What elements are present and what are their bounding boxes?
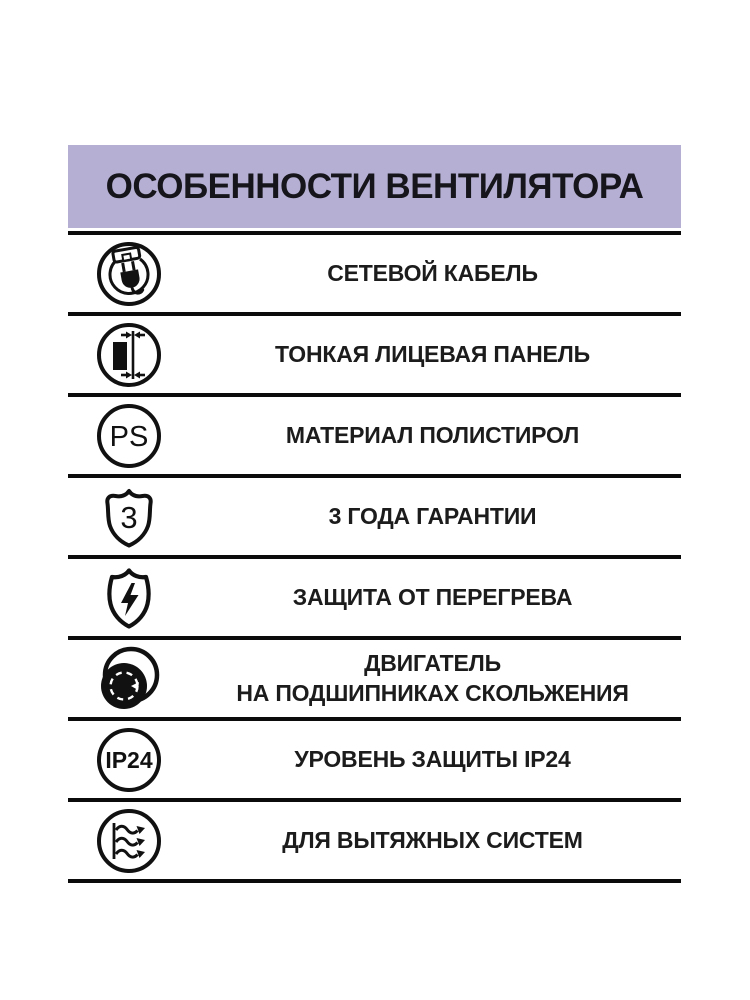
feature-label: ДЛЯ ВЫТЯЖНЫХ СИСТЕМ	[282, 826, 583, 853]
feature-label: ЗАЩИТА ОТ ПЕРЕГРЕВА	[292, 583, 573, 610]
feature-row-ip24	[68, 717, 681, 798]
header-bar	[68, 145, 681, 228]
feature-label	[190, 649, 681, 709]
thin-panel-icon	[95, 321, 163, 389]
ip24-icon	[95, 726, 163, 794]
feature-label: 3 ГОДА ГАРАНТИИ	[328, 502, 537, 529]
feature-row-exhaust	[68, 798, 681, 879]
feature-row-warranty	[68, 474, 681, 555]
feature-row-overheat	[68, 555, 681, 636]
polystyrene-icon	[95, 402, 163, 470]
feature-row-material	[68, 393, 681, 474]
feature-label: МАТЕРИАЛ ПОЛИСТИРОЛ	[285, 421, 580, 448]
feature-label: СЕТЕВОЙ КАБЕЛЬ	[327, 259, 538, 286]
features-sheet	[68, 145, 681, 883]
warranty-years-text: 3	[120, 499, 138, 535]
ps-icon-text: PS	[109, 420, 149, 453]
features-list	[68, 231, 681, 883]
feature-label-line1: ДВИГАТЕЛЬ	[364, 649, 501, 676]
feature-row-thin-panel	[68, 312, 681, 393]
feature-row-motor	[68, 636, 681, 717]
feature-row-power-cable	[68, 231, 681, 312]
page-title: ОСОБЕННОСТИ ВЕНТИЛЯТОРА	[105, 166, 644, 206]
sliding-bearing-icon	[95, 645, 163, 713]
feature-label: УРОВЕНЬ ЗАЩИТЫ IP24	[294, 745, 571, 772]
exhaust-air-icon	[95, 807, 163, 875]
warranty-shield-icon	[95, 483, 163, 551]
feature-label-line2: НА ПОДШИПНИКАХ СКОЛЬЖЕНИЯ	[236, 679, 629, 706]
ip24-icon-text: IP24	[105, 746, 153, 773]
overheat-shield-icon	[95, 564, 163, 632]
power-plug-icon	[95, 240, 163, 308]
feature-label: ТОНКАЯ ЛИЦЕВАЯ ПАНЕЛЬ	[275, 340, 590, 367]
